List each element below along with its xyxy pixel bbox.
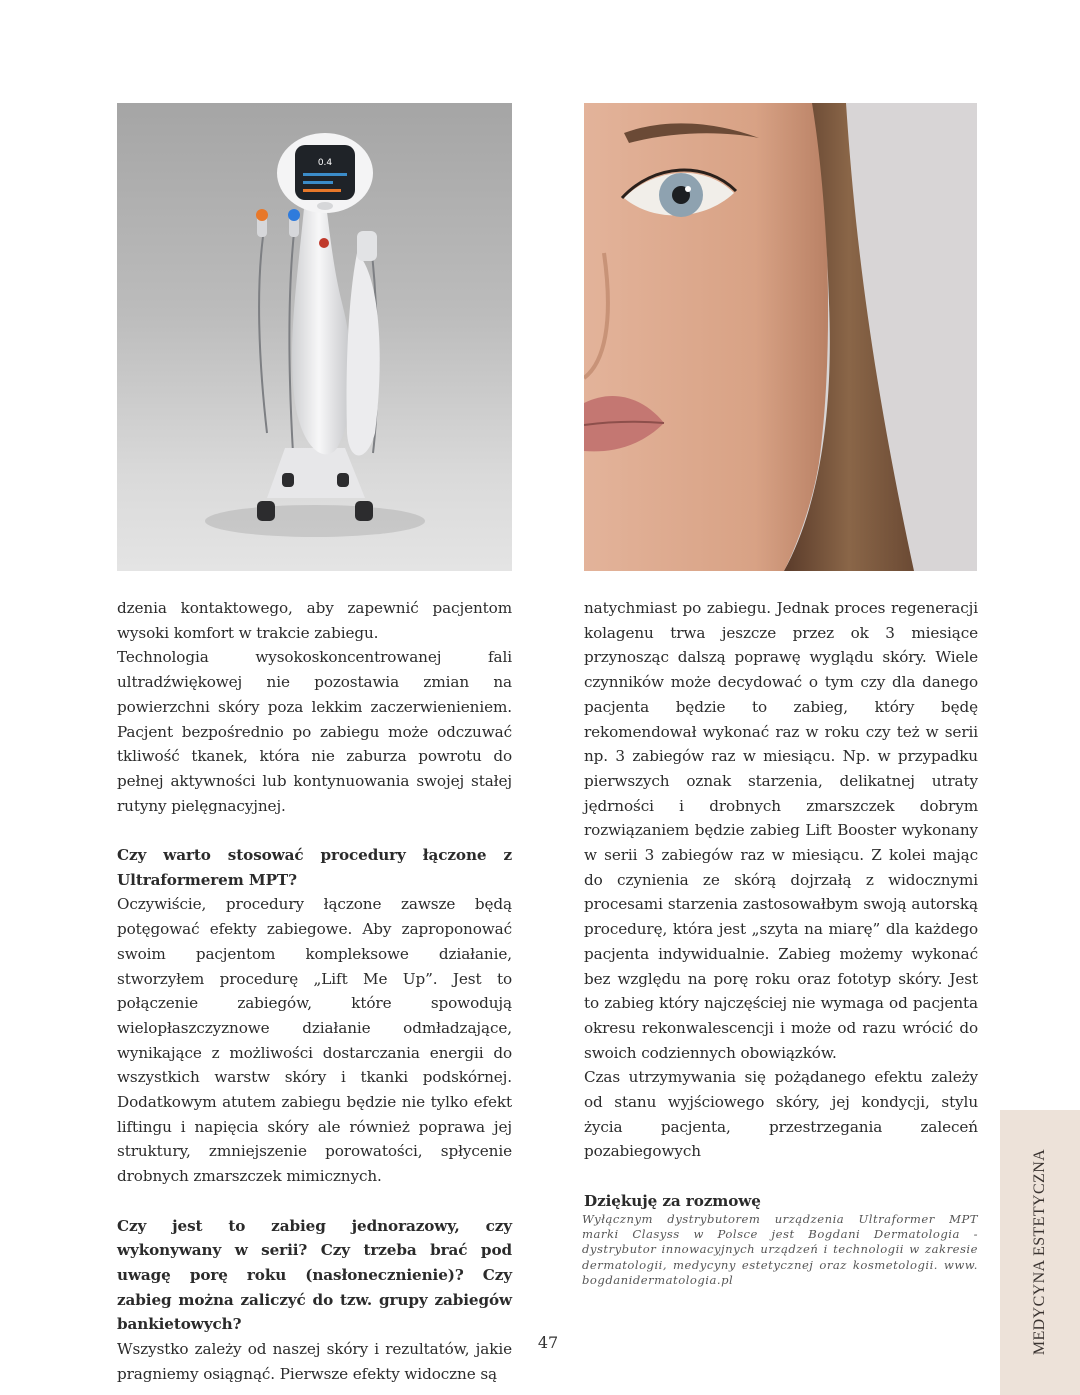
device-screen-value: 0.4 (317, 158, 333, 168)
right-text-column (584, 596, 978, 1214)
distributor-footnote: Wyłącznym dystrybutorem urządzenia Ultraformer MPT marki Clasyss w Polsce jest Bogdani Dermatologia - dystrybutor innowacyjnych urządzeń i technologii w zakresie dermatologii, medycyny estetycznej oraz kosmetologii. www. bogdanidermatologia.pl (582, 1212, 978, 1287)
face-illustration (584, 103, 977, 571)
closing-line: Dziękuję za rozmowę (584, 1191, 761, 1210)
paragraph: Wszystko zależy od naszej skóry i rezultatów, jakie pragniemy osiągnąć. Pierwsze efekty widoczne są (117, 1340, 512, 1383)
face-photo (584, 103, 977, 571)
device-photo (117, 103, 512, 571)
paragraph: natychmiast po zabiegu. Jednak proces regeneracji kolagenu trwa jeszcze przez ok 3 miesiące przynosząc dalszą poprawę wyglądu skóry. Wiele czynników może decydować o tym czy dla danego pacjenta będzie to zabieg, który będę rekomendował wykonać raz w roku czy też w serii np. 3 zabiegów raz w miesiącu. Np. w przypadku pierwszych oznak starzenia, delikatnej utraty jędrności i drobnych zmarszczek dobrym rozwiązaniem będzie zabieg Lift Booster wykonany w serii 3 zabiegów raz w miesiącu. Z kolei mając do czynienia ze skórą dojrzałą z widocznymi procesami starzenia zastosowałbym swoją autorską procedurę, która jest „szyta na miarę” dla każdego pacjenta indywidualnie. Zabieg możemy wykonać bez względu na porę roku oraz fototyp skóry. Jest to zabieg który najczęściej nie wymaga od pacjenta okresu rekonwalescencji i może od razu wrócić do swoich codziennych obowiązków. (584, 599, 978, 1062)
page-number: 47 (537, 1333, 559, 1352)
paragraph: Technologia wysokoskoncentrowanej fali ultradźwiękowej nie pozostawia zmian na powierzchni skóry poza lekkim zaczerwienieniem. Pacjent bezpośrednio po zabiegu może odczuwać tkliwość tkanek, która nie zaburza powrotu do pełnej aktywności lub kontynuowania swojej stałej rutyny pielęgnacyjnej. (117, 648, 512, 815)
section-label: MEDYCYNA ESTETYCZNA (1031, 1148, 1048, 1356)
paragraph: Oczywiście, procedury łączone zawsze będą potęgować efekty zabiegowe. Aby zaproponować swoim pacjentom kompleksowe działanie, stworzyłem procedurę „Lift Me Up”. Jest to połączenie zabiegów, które spowodują wielopłaszczyznowe działanie odmładzające, wynikające z możliwości dostarczania energii do wszystkich warstw skóry i tkanki podskórnej. Dodatkowym atutem zabiegu będzie nie tylko efekt liftingu i napięcia skóry ale również poprawa jej struktury, zmniejszenie porowatości, spłycenie drobnych zmarszczek mimicznych. (117, 895, 512, 1186)
section-tab (1000, 1110, 1080, 1395)
left-text-column (117, 596, 512, 1386)
device-illustration (117, 103, 512, 571)
question-heading: Czy jest to zabieg jednorazowy, czy wykonywany w serii? Czy trzeba brać pod uwagę porę roku (nasłonecznienie)? Czy zabieg można zaliczyć do tzw. grupy zabiegów bankietowych? (117, 1216, 512, 1334)
paragraph: dzenia kontaktowego, aby zapewnić pacjentom wysoki komfort w trakcie zabiegu. (117, 599, 512, 642)
paragraph: Czas utrzymywania się pożądanego efektu zależy od stanu wyjściowego skóry, jej kondycji, stylu życia pacjenta, przestrzegania zaleceń pozabiegowych (584, 1068, 978, 1161)
question-heading: Czy warto stosować procedury łączone z Ultraformerem MPT? (117, 846, 512, 889)
